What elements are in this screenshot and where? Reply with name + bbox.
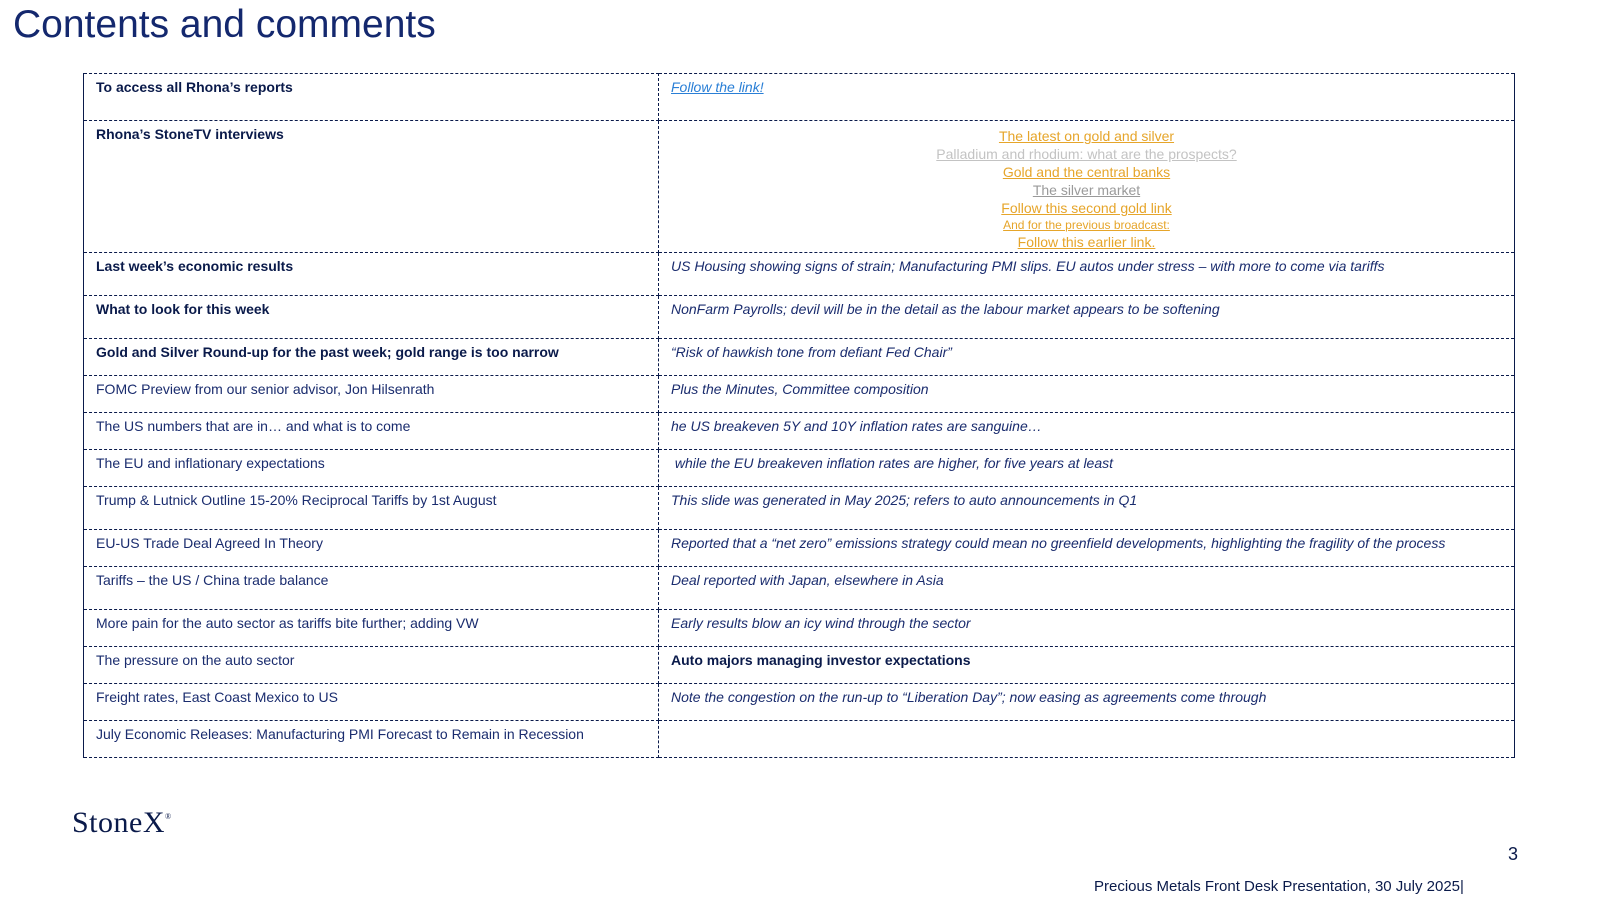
row-comment: Reported that a “net zero” emissions strategy could mean no greenfield developments, highlighting the fragility of the process: [659, 530, 1515, 567]
row-topic: Tariffs – the US / China trade balance: [84, 567, 659, 610]
reports-link[interactable]: Follow the link!: [671, 79, 764, 95]
row-comment: Auto majors managing investor expectations: [659, 647, 1515, 684]
table-row: [84, 413, 1515, 450]
row-comment: Deal reported with Japan, elsewhere in Asia: [659, 567, 1515, 610]
row-topic: Freight rates, East Coast Mexico to US: [84, 684, 659, 721]
footer-text: Precious Metals Front Desk Presentation, 30 July 2025|: [1094, 878, 1464, 895]
row-topic: What to look for this week: [84, 296, 659, 339]
table-row: [84, 121, 1515, 253]
row-topic: The US numbers that are in… and what is to come: [84, 413, 659, 450]
page-number: 3: [1508, 844, 1519, 864]
table-row: [84, 647, 1515, 684]
table-row: [84, 610, 1515, 647]
row-comment: Plus the Minutes, Committee composition: [659, 376, 1515, 413]
table-row: [84, 684, 1515, 721]
row-topic: Last week’s economic results: [84, 253, 659, 296]
row-topic: Gold and Silver Round-up for the past week; gold range is too narrow: [84, 339, 659, 376]
row-comment: NonFarm Payrolls; devil will be in the detail as the labour market appears to be softening: [659, 296, 1515, 339]
table-row: [84, 721, 1515, 758]
contents-table: [83, 73, 1515, 758]
row-comment: [659, 721, 1515, 758]
row-comment: “Risk of hawkish tone from defiant Fed Chair”: [659, 339, 1515, 376]
table-row: [84, 567, 1515, 610]
logo-text: StoneX: [72, 806, 165, 839]
row-comment: US Housing showing signs of strain; Manufacturing PMI slips. EU autos under stress – with more to come via tariffs: [659, 253, 1515, 296]
row-topic: EU-US Trade Deal Agreed In Theory: [84, 530, 659, 567]
table-row: [84, 339, 1515, 376]
row-comment: while the EU breakeven inflation rates are higher, for five years at least: [659, 450, 1515, 487]
table-row: [84, 253, 1515, 296]
page-title: Contents and comments: [13, 3, 436, 46]
row-topic: The EU and inflationary expectations: [84, 450, 659, 487]
table-row: [84, 296, 1515, 339]
row-comment: he US breakeven 5Y and 10Y inflation rates are sanguine…: [659, 413, 1515, 450]
row-topic: More pain for the auto sector as tariffs bite further; adding VW: [84, 610, 659, 647]
table-row: [84, 530, 1515, 567]
row-topic: The pressure on the auto sector: [84, 647, 659, 684]
stonetv-link-gold-silver[interactable]: The latest on gold and silver: [998, 128, 1175, 144]
registered-mark: ®: [165, 812, 172, 821]
table-row: [84, 450, 1515, 487]
row-topic: Rhona’s StoneTV interviews: [84, 121, 659, 253]
stonetv-link-silver-market[interactable]: The silver market: [1032, 182, 1141, 198]
stonetv-previous-broadcast[interactable]: And for the previous broadcast:: [1003, 218, 1170, 232]
row-topic: To access all Rhona’s reports: [84, 74, 659, 121]
row-topic: FOMC Preview from our senior advisor, Jon Hilsenrath: [84, 376, 659, 413]
stonetv-link-second-gold[interactable]: Follow this second gold link: [1001, 200, 1172, 216]
table-row: [84, 74, 1515, 121]
stonex-logo: [72, 806, 172, 840]
stonetv-link-list: [671, 125, 1502, 251]
table-row: [84, 376, 1515, 413]
row-comment: [659, 121, 1515, 253]
row-topic: Trump & Lutnick Outline 15-20% Reciprocal Tariffs by 1st August: [84, 487, 659, 530]
row-comment: This slide was generated in May 2025; refers to auto announcements in Q1: [659, 487, 1515, 530]
stonetv-link-central-banks[interactable]: Gold and the central banks: [1002, 164, 1171, 180]
stonetv-link-earlier[interactable]: Follow this earlier link.: [1017, 234, 1156, 250]
row-comment: Note the congestion on the run-up to “Liberation Day”; now easing as agreements come through: [659, 684, 1515, 721]
stonetv-link-palladium[interactable]: Palladium and rhodium: what are the prospects?: [936, 146, 1237, 162]
row-topic: July Economic Releases: Manufacturing PMI Forecast to Remain in Recession: [84, 721, 659, 758]
row-comment: [659, 74, 1515, 121]
table-row: [84, 487, 1515, 530]
row-comment: Early results blow an icy wind through the sector: [659, 610, 1515, 647]
